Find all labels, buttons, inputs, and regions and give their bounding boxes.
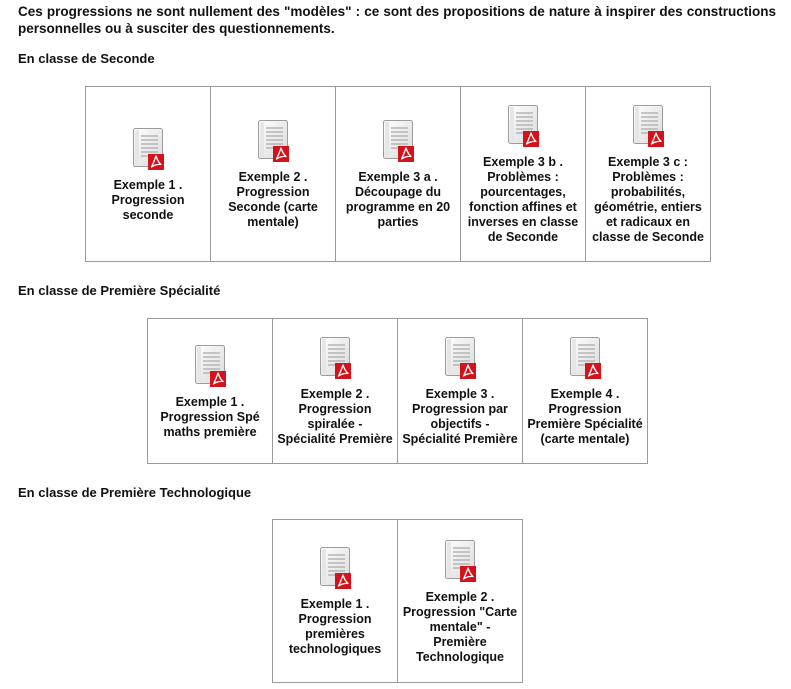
document-link-seconde-3b[interactable] xyxy=(461,103,585,245)
pdf-document-icon xyxy=(312,545,358,595)
pdf-document-icon xyxy=(375,118,421,168)
document-link-technologique-2[interactable] xyxy=(398,538,522,665)
document-cell xyxy=(336,87,461,262)
document-label[interactable]: Exemple 4 . Progression Première Spécialité (carte mentale) xyxy=(527,387,643,446)
document-link-seconde-1[interactable] xyxy=(86,126,210,223)
pdf-document-icon xyxy=(625,103,671,153)
pdf-document-icon xyxy=(312,335,358,385)
document-label[interactable]: Exemple 2 . Progression Seconde (carte mentale) xyxy=(228,170,318,229)
documents-table-seconde xyxy=(85,86,711,262)
document-label[interactable]: Exemple 3 . Progression par objectifs - Spécialité Première xyxy=(402,387,518,446)
document-cell xyxy=(461,87,586,262)
pdf-document-icon xyxy=(562,335,608,385)
document-label[interactable]: Exemple 1 . Progression Spé maths première xyxy=(160,394,260,439)
pdf-document-icon xyxy=(125,126,171,176)
document-cell xyxy=(273,520,398,683)
pdf-document-icon xyxy=(187,343,233,393)
document-cell xyxy=(273,319,398,464)
pdf-document-icon xyxy=(437,538,483,588)
section-title-premiere-technologique: En classe de Première Technologique xyxy=(18,485,252,500)
document-link-specialite-1[interactable] xyxy=(148,343,272,440)
document-label[interactable]: Exemple 2 . Progression spiralée - Spécialité Première xyxy=(277,387,393,446)
pdf-document-icon xyxy=(250,118,296,168)
documents-table-premiere-technologique xyxy=(272,519,523,683)
document-label[interactable]: Exemple 3 b . Problèmes : pourcentages, fonction affines et inverses en classe de Seconde xyxy=(467,155,579,244)
section-title-seconde: En classe de Seconde xyxy=(18,51,155,66)
document-link-seconde-3a[interactable] xyxy=(336,118,460,230)
section-title-premiere-specialite: En classe de Première Spécialité xyxy=(18,283,221,298)
document-link-seconde-2[interactable] xyxy=(211,118,335,230)
document-link-seconde-3c[interactable] xyxy=(586,103,710,245)
document-link-specialite-2[interactable] xyxy=(273,335,397,447)
document-label[interactable]: Exemple 3 c : Problèmes : probabilités, géométrie, entiers et radicaux en classe de Seconde xyxy=(592,155,704,244)
document-cell xyxy=(398,520,523,683)
document-link-specialite-3[interactable] xyxy=(398,335,522,447)
document-cell xyxy=(398,319,523,464)
document-cell xyxy=(148,319,273,464)
pdf-document-icon xyxy=(500,103,546,153)
document-cell xyxy=(586,87,711,262)
document-label[interactable]: Exemple 3 a . Découpage du programme en 20 parties xyxy=(345,170,451,229)
document-label[interactable]: Exemple 2 . Progression "Carte mentale" - Première Technologique xyxy=(402,589,518,664)
document-link-specialite-4[interactable] xyxy=(523,335,647,447)
document-label[interactable]: Exemple 1 . Progression seconde xyxy=(111,177,185,222)
document-cell xyxy=(86,87,211,262)
pdf-document-icon xyxy=(437,335,483,385)
documents-table-premiere-specialite xyxy=(147,318,648,464)
intro-paragraph: Ces progressions ne sont nullement des "modèles" : ce sont des propositions de nature à inspirer des constructions personnelles ou à susciter des questionnements. xyxy=(18,4,776,36)
document-cell xyxy=(523,319,648,464)
document-link-technologique-1[interactable] xyxy=(273,545,397,657)
document-cell xyxy=(211,87,336,262)
document-label[interactable]: Exemple 1 . Progression premières technologiques xyxy=(288,597,382,656)
